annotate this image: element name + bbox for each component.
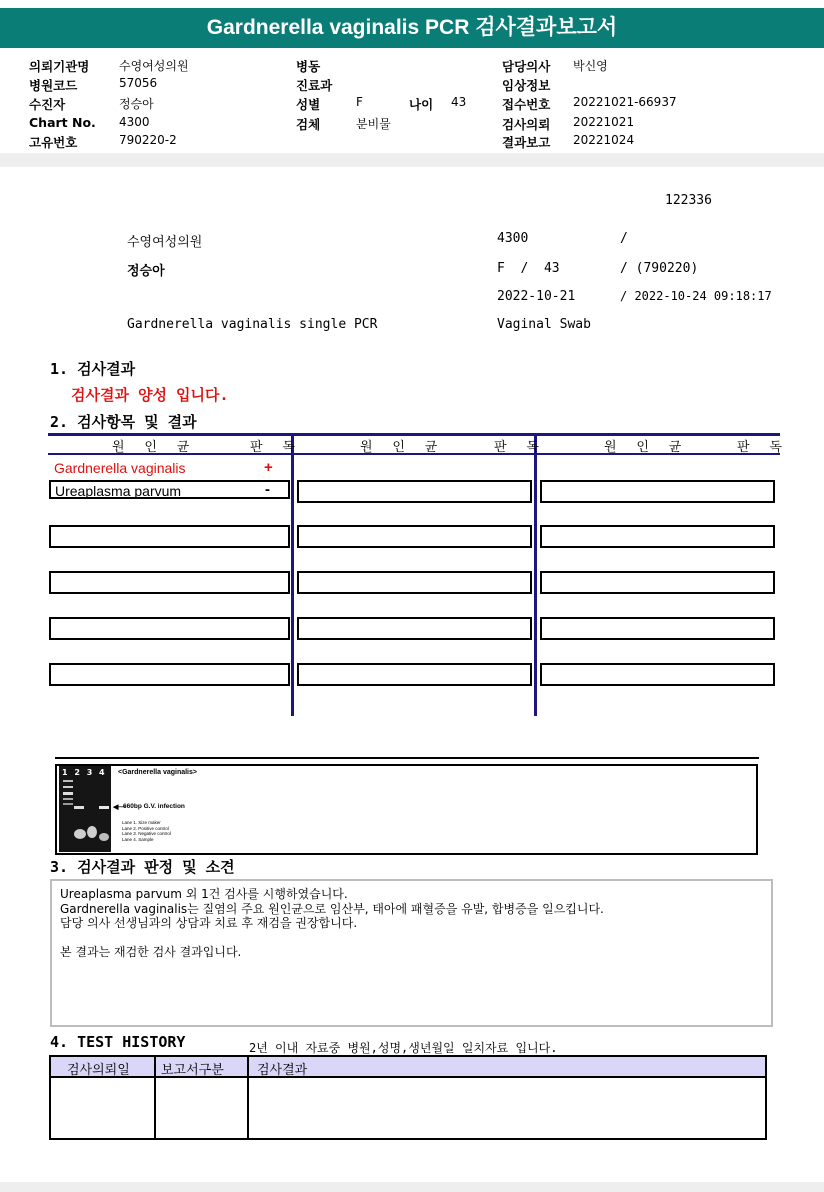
result-cell (540, 571, 775, 594)
meta-value-report-date: 20221024 (573, 133, 635, 147)
gel-title: <Gardnerella vaginalis> (118, 769, 197, 776)
body-request-date: 2022-10-21 (497, 289, 576, 304)
meta-label-patient: 수진자 (29, 97, 66, 112)
meta-value-sex: F (356, 95, 363, 109)
results-table-divider-1 (291, 433, 294, 716)
col-header-organism-1: 원 인 균 (112, 440, 196, 455)
history-table-header (51, 1057, 765, 1078)
meta-value-unique-id: 790220-2 (119, 133, 177, 147)
meta-label-age: 나이 (409, 97, 434, 112)
history-header-request-date: 검사의뢰일 (67, 1063, 130, 1078)
meta-label-ward: 병동 (296, 59, 321, 74)
report-title: Gardnerella vaginalis PCR 검사결과보고서 (0, 8, 824, 48)
body-test-name: Gardnerella vaginalis single PCR (127, 317, 378, 332)
results-table-divider-2 (534, 433, 537, 716)
history-header-report-type: 보고서구분 (161, 1063, 224, 1078)
body-report-datetime: / 2022-10-24 09:18:17 (620, 289, 772, 303)
meta-value-chart-no: 4300 (119, 115, 150, 129)
result-sign-negative: - (265, 481, 270, 498)
col-header-judge-1: 판 독 (250, 440, 301, 455)
meta-label-sex: 성별 (296, 97, 321, 112)
result-cell (297, 571, 532, 594)
result-cell (297, 480, 532, 503)
body-slash: / (620, 231, 628, 246)
meta-label-specimen: 검체 (296, 117, 321, 132)
result-cell (540, 480, 775, 503)
meta-label-request-date: 검사의뢰 (502, 117, 551, 132)
gel-legend (122, 820, 171, 842)
result-cell (49, 525, 290, 548)
meta-label-hospital-code: 병원코드 (29, 78, 78, 93)
history-col-divider (247, 1057, 249, 1138)
result-cell (49, 663, 290, 686)
gel-lane-numbers: 1 2 3 4 (62, 768, 107, 777)
section4-title: 4. TEST HISTORY (50, 1033, 186, 1051)
history-note: 2년 이내 자료중 병원,성명,생년월일 일치자료 입니다. (249, 1041, 558, 1055)
report-number: 122336 (665, 193, 712, 208)
result-cell (540, 617, 775, 640)
meta-value-patient: 정승아 (119, 97, 154, 111)
section3-title: 3. 검사결과 판정 및 소견 (50, 858, 235, 876)
meta-value-receipt-no: 20221021-66937 (573, 95, 677, 109)
result-organism: Ureaplasma parvum (55, 483, 182, 499)
gel-top-rule (55, 757, 759, 759)
opinion-line (60, 931, 763, 946)
col-header-judge-2: 판 독 (494, 440, 545, 455)
gel-legend-item: Lane 2. Positive control (122, 825, 169, 831)
result-cell (49, 571, 290, 594)
header-separator (0, 153, 824, 167)
opinion-line: Gardnerella vaginalis는 질염의 주요 원인균으로 임산부, 태아에 패혈증을 유발, 합병증을 일으킵니다. (60, 901, 604, 916)
result-cell (297, 525, 532, 548)
result-cell (540, 525, 775, 548)
footer-strip (0, 1182, 824, 1192)
meta-label-clinical-info: 임상정보 (502, 78, 551, 93)
body-patient-name: 정승아 (127, 264, 165, 279)
meta-value-specimen: 분비물 (356, 117, 391, 131)
section1-result: 검사결과 양성 입니다. (71, 386, 229, 404)
opinion-line: 본 결과는 재검한 검사 결과입니다. (60, 945, 242, 959)
history-header-result: 검사결과 (257, 1063, 308, 1078)
body-specimen: Vaginal Swab (497, 317, 591, 332)
meta-value-age: 43 (451, 95, 467, 109)
body-sex-age: F / 43 (497, 261, 560, 276)
section1-title: 1. 검사결과 (50, 360, 136, 378)
body-hospital: 수영여성의원 (127, 235, 203, 250)
gel-legend-item: Lane 4. Sample (122, 836, 154, 842)
meta-value-hospital-code: 57056 (119, 76, 158, 90)
opinion-box (50, 879, 773, 1027)
opinion-line: Ureaplasma parvum 외 1건 검사를 시행하였습니다. (60, 887, 348, 901)
body-birth: / (790220) (620, 261, 699, 276)
meta-label-department: 진료과 (296, 78, 333, 93)
meta-label-chart-no: Chart No. (29, 115, 96, 130)
gel-electrophoresis-image (59, 766, 111, 852)
meta-label-hospital: 의뢰기관명 (29, 59, 90, 74)
body-chart-no: 4300 (497, 231, 529, 246)
opinion-line: 담당 의사 선생님과의 상담과 치료 후 재검을 권장합니다. (60, 916, 358, 930)
meta-label-report-date: 결과보고 (502, 135, 551, 150)
history-table (49, 1055, 767, 1140)
result-sign-positive: + (264, 459, 273, 476)
meta-label-doctor: 담당의사 (502, 59, 551, 74)
section2-title: 2. 검사항목 및 결과 (50, 413, 197, 431)
result-cell (297, 617, 532, 640)
result-cell (297, 663, 532, 686)
meta-value-hospital: 수영여성의원 (119, 59, 189, 73)
meta-label-receipt-no: 접수번호 (502, 97, 551, 112)
col-header-organism-3: 원 인 균 (604, 440, 688, 455)
result-cell (49, 617, 290, 640)
gel-legend-item: Lane 3. Negative control (122, 831, 171, 836)
result-organism: Gardnerella vaginalis (54, 460, 186, 476)
history-col-divider (154, 1057, 156, 1138)
gel-arrow-icon: ◀— (113, 804, 126, 811)
meta-value-doctor: 박신영 (573, 59, 608, 73)
gel-legend-item: Lane 1. Size maker (122, 820, 161, 825)
meta-value-request-date: 20221021 (573, 115, 635, 129)
col-header-judge-3: 판 독 (737, 440, 788, 455)
col-header-organism-2: 원 인 균 (360, 440, 444, 455)
gel-band-label: 660bp G.V. infection (123, 803, 185, 810)
result-cell (540, 663, 775, 686)
meta-label-unique-id: 고유번호 (29, 135, 78, 150)
